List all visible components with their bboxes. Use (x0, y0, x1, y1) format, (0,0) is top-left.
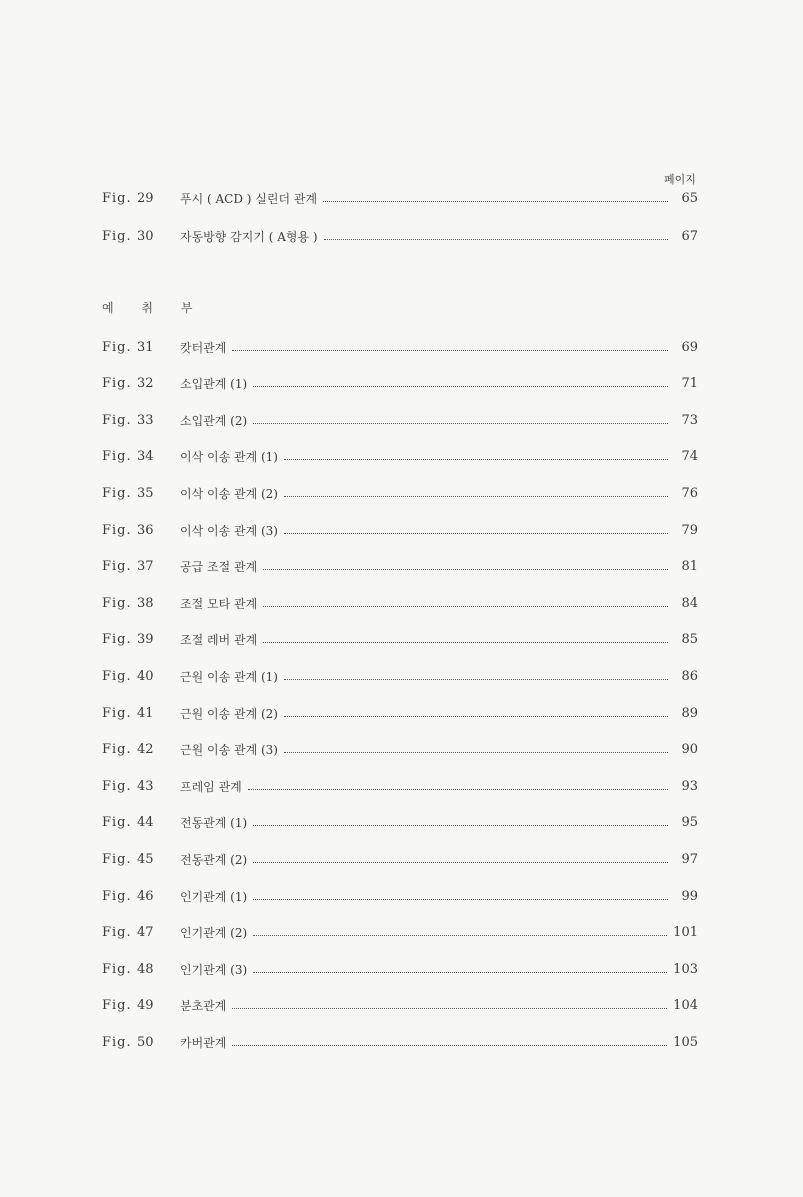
figure-title: 근원 이송 관계 (3) (180, 743, 278, 758)
page-number: 103 (673, 961, 698, 977)
toc-entry (102, 776, 698, 796)
figure-label: Fig. (102, 522, 132, 538)
figure-title: 인기관계 (1) (180, 889, 248, 904)
figure-number: 31 (137, 339, 154, 355)
figure-title: 자동방향 감지기 ( A형용 ) (180, 229, 318, 244)
figure-title: 분초관계 (180, 999, 227, 1014)
figure-number: 48 (137, 961, 154, 977)
dot-leader (253, 971, 667, 973)
figure-title: 카버관계 (180, 1035, 227, 1050)
page-number: 95 (681, 815, 698, 831)
toc-entry (102, 740, 698, 760)
figure-label: Fig. (102, 412, 132, 428)
dot-leader (253, 422, 668, 424)
page-number: 89 (681, 705, 698, 721)
figure-title: 소입관계 (2) (180, 413, 248, 428)
dot-leader (253, 385, 668, 387)
page-number: 81 (681, 559, 698, 575)
figure-title: 캇터관계 (180, 340, 227, 355)
page-number: 84 (681, 595, 698, 611)
figure-number: 50 (137, 1034, 154, 1050)
toc-entry (102, 374, 698, 394)
page-number: 104 (673, 998, 698, 1014)
dot-leader (263, 605, 668, 607)
toc-entry (102, 959, 698, 979)
page-number: 67 (681, 228, 698, 244)
figure-number: 42 (137, 742, 154, 758)
dot-leader (284, 458, 668, 460)
figure-number: 49 (137, 998, 154, 1014)
figure-title: 전동관계 (1) (180, 816, 248, 831)
figure-title: 이삭 이송 관계 (3) (180, 523, 278, 538)
figure-label: Fig. (102, 742, 132, 758)
toc-entry (102, 410, 698, 430)
figure-label: Fig. (102, 851, 132, 867)
toc-entry (102, 226, 698, 246)
figure-title: 전동관계 (2) (180, 852, 248, 867)
toc-entry (102, 703, 698, 723)
figure-number: 39 (137, 632, 154, 648)
figure-title: 프레임 관계 (180, 779, 242, 794)
dot-leader (284, 715, 668, 717)
figure-label: Fig. (102, 998, 132, 1014)
page-number: 76 (681, 485, 698, 501)
section-title: 예 취 부 (102, 301, 205, 315)
toc-entry (102, 923, 698, 943)
figure-number: 29 (137, 190, 154, 206)
figure-title: 소입관계 (1) (180, 377, 248, 392)
figure-title: 조절 레버 관계 (180, 633, 258, 648)
figure-number: 36 (137, 522, 154, 538)
dot-leader (284, 532, 668, 534)
dot-leader (232, 1044, 667, 1046)
toc-entry (102, 886, 698, 906)
figure-label: Fig. (102, 961, 132, 977)
dot-leader (253, 824, 668, 826)
figure-title: 근원 이송 관계 (2) (180, 706, 278, 721)
toc-entry (102, 996, 698, 1016)
page-number: 73 (681, 412, 698, 428)
page-number: 74 (681, 449, 698, 465)
page-number: 101 (673, 925, 698, 941)
dot-leader (263, 641, 668, 643)
dot-leader (284, 751, 668, 753)
figure-number: 38 (137, 595, 154, 611)
page-number: 97 (681, 851, 698, 867)
page-number: 71 (681, 376, 698, 392)
toc-entry (102, 813, 698, 833)
figure-label: Fig. (102, 339, 132, 355)
figure-label: Fig. (102, 888, 132, 904)
dot-leader (232, 1007, 667, 1009)
dot-leader (284, 678, 668, 680)
figure-label: Fig. (102, 449, 132, 465)
page-number: 69 (681, 339, 698, 355)
figure-number: 44 (137, 815, 154, 831)
figure-title: 조절 모타 관계 (180, 596, 258, 611)
figure-label: Fig. (102, 190, 132, 206)
dot-leader (232, 349, 668, 351)
figure-number: 40 (137, 668, 154, 684)
toc-entry (102, 337, 698, 357)
toc-entry (102, 483, 698, 503)
figure-number: 47 (137, 925, 154, 941)
dot-leader (248, 788, 668, 790)
dot-leader (263, 568, 668, 570)
figure-title: 근원 이송 관계 (1) (180, 669, 278, 684)
figure-title: 이삭 이송 관계 (2) (180, 486, 278, 501)
dot-leader (323, 200, 668, 202)
figure-number: 30 (137, 228, 154, 244)
figure-number: 37 (137, 559, 154, 575)
figure-label: Fig. (102, 705, 132, 721)
toc-entry (102, 666, 698, 686)
page-column-header: 페이지 (664, 173, 696, 186)
figure-label: Fig. (102, 559, 132, 575)
toc-entry (102, 447, 698, 467)
toc-entry (102, 593, 698, 613)
figure-number: 34 (137, 449, 154, 465)
figure-number: 33 (137, 412, 154, 428)
figure-label: Fig. (102, 595, 132, 611)
figure-number: 41 (137, 705, 154, 721)
figure-number: 46 (137, 888, 154, 904)
figure-number: 43 (137, 778, 154, 794)
figure-title: 이삭 이송 관계 (1) (180, 450, 278, 465)
page-number: 93 (681, 778, 698, 794)
figure-number: 45 (137, 851, 154, 867)
page-number: 99 (681, 888, 698, 904)
toc-entry (102, 188, 698, 208)
figure-title: 인기관계 (2) (180, 926, 248, 941)
figure-label: Fig. (102, 668, 132, 684)
page-number: 90 (681, 742, 698, 758)
toc-entry (102, 1032, 698, 1052)
figure-label: Fig. (102, 778, 132, 794)
figure-label: Fig. (102, 1034, 132, 1050)
toc-entry (102, 520, 698, 540)
figure-title: 인기관계 (3) (180, 962, 248, 977)
page-number: 105 (673, 1034, 698, 1050)
figure-label: Fig. (102, 376, 132, 392)
page-number: 65 (681, 190, 698, 206)
toc-entry (102, 630, 698, 650)
figure-title: 공급 조절 관계 (180, 560, 258, 575)
page-number: 85 (681, 632, 698, 648)
figure-label: Fig. (102, 925, 132, 941)
figure-number: 35 (137, 485, 154, 501)
figure-title: 푸시 ( ACD ) 실린더 관계 (180, 191, 318, 206)
dot-leader (253, 861, 668, 863)
page-number: 86 (681, 668, 698, 684)
dot-leader (253, 934, 667, 936)
toc-entry (102, 849, 698, 869)
dot-leader (253, 898, 668, 900)
figure-label: Fig. (102, 228, 132, 244)
figure-label: Fig. (102, 485, 132, 501)
dot-leader (284, 495, 668, 497)
figure-label: Fig. (102, 815, 132, 831)
figure-label: Fig. (102, 632, 132, 648)
toc-entry (102, 557, 698, 577)
page-number: 79 (681, 522, 698, 538)
dot-leader (324, 238, 668, 240)
figure-number: 32 (137, 376, 154, 392)
